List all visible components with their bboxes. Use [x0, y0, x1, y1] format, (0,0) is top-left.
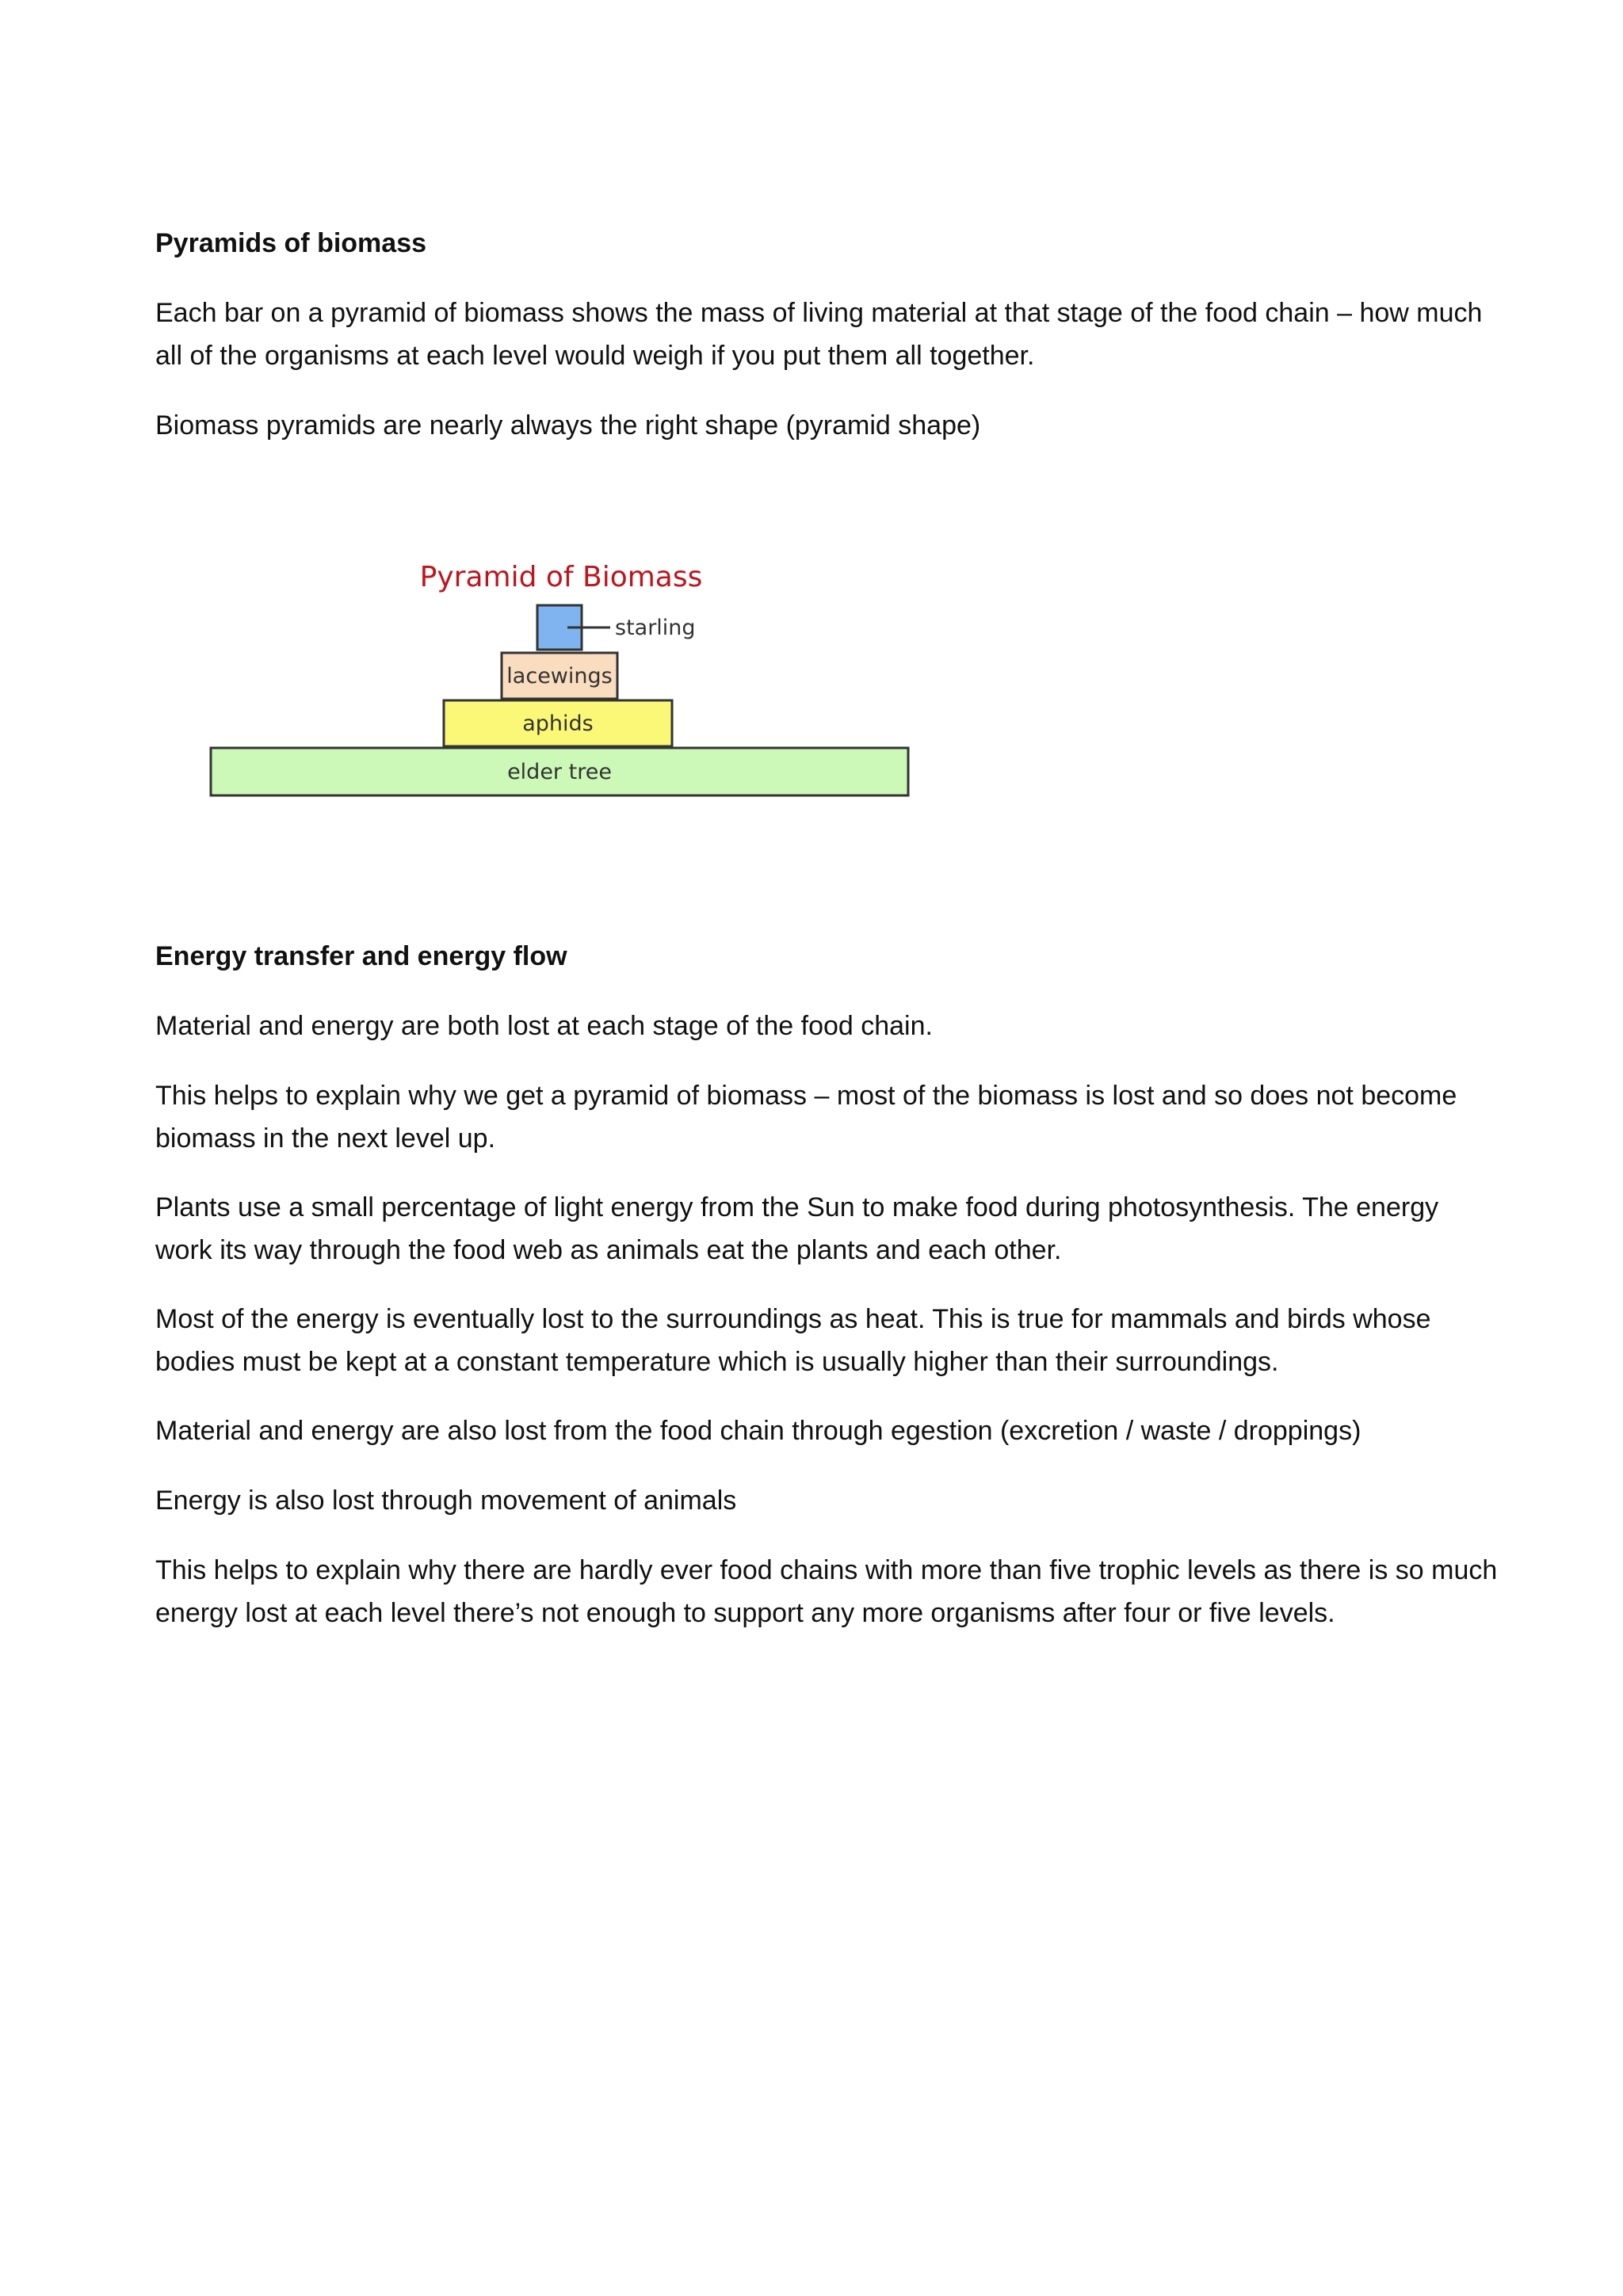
paragraph: Biomass pyramids are nearly always the right shape (pyramid shape) [155, 410, 981, 441]
paragraph: Most of the energy is eventually lost to the surroundings as heat. This is true for mammals and birds whose bodies must be kept at a constant temperature which is usually higher than their surroundings. [155, 1304, 1431, 1377]
paragraph: Material and energy are also lost from the food chain through egestion (excretion / waste / droppings) [155, 1416, 1361, 1446]
paragraph: This helps to explain why there are hardly ever food chains with more than five trophic levels as there is so much energy lost at each level there’s not enough to support any more organisms after four or five levels. [155, 1555, 1498, 1628]
paragraph: Plants use a small percentage of light energy from the Sun to make food during photosynthesis. The energy work its way through the food web as animals eat the plants and each other. [155, 1192, 1439, 1265]
paragraph: This helps to explain why we get a pyramid of biomass – most of the biomass is lost and so does not become biomass in the next level up. [155, 1081, 1457, 1154]
paragraph: Energy is also lost through movement of animals [155, 1486, 737, 1516]
paragraph: Material and energy are both lost at each stage of the food chain. [155, 1011, 933, 1041]
pyramid-of-biomass-diagram [204, 547, 949, 832]
section-heading-pyramids: Pyramids of biomass [155, 228, 427, 258]
pyramid-label-elder-tree: elder tree [507, 760, 612, 784]
pyramid-label-lacewings: lacewings [506, 664, 613, 688]
section-heading-energy: Energy transfer and energy flow [155, 941, 567, 971]
paragraph: Each bar on a pyramid of biomass shows the mass of living material at that stage of the food chain – how much all of the organisms at each level would weigh if you put them all together. [155, 298, 1483, 371]
pyramid-label-aphids: aphids [522, 711, 594, 736]
pyramid-label-starling: starling [615, 616, 696, 640]
diagram-title: Pyramid of Biomass [419, 561, 703, 593]
